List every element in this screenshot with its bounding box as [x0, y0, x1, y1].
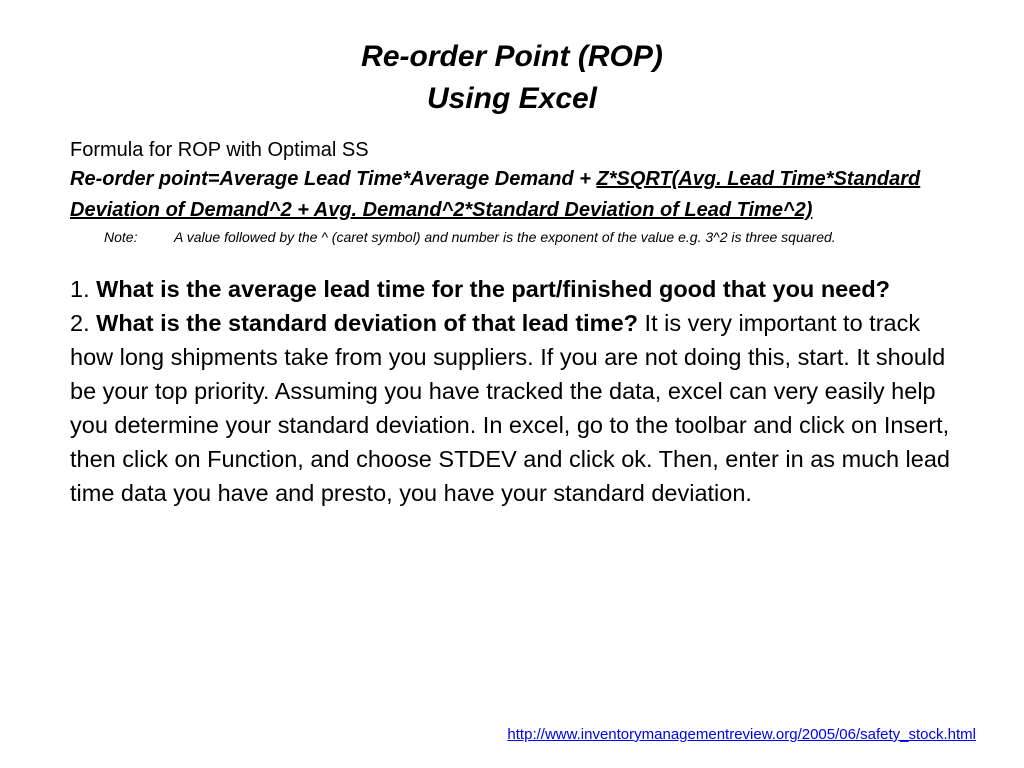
title-line-2: Using Excel: [426, 82, 598, 115]
slide-title: [0, 36, 1024, 120]
note-tag: Note:: [104, 229, 138, 245]
question-1-text: What is the average lead time for the part/finished good that you need?: [96, 276, 891, 302]
source-link[interactable]: http://www.inventorymanagementreview.org/2005/06/safety_stock.html: [507, 726, 976, 743]
question-2-number: 2.: [70, 310, 90, 336]
slide-body: [70, 136, 950, 510]
note-text: A value followed by the ^ (caret symbol) and number is the exponent of the value e.g. 3^2 is three squared.: [174, 229, 836, 245]
title-line-1: Re-order Point (ROP): [361, 40, 663, 73]
exponent-note: [70, 226, 950, 248]
question-2-text: It is very important to track how long shipments take from you suppliers. If you are not doing this, start. It should be your top priority. Assuming you have tracked the data, excel can very easily help you determine your standard deviation. In excel, go to the toolbar and click on Insert, then click on Function, and choose STDEV and click ok. Then, enter in as much lead time data you have and presto, you have your standard deviation.: [70, 310, 950, 506]
formula-plain: Re-order point=Average Lead Time*Average Demand +: [70, 168, 597, 190]
question-2-bold: What is the standard deviation of that lead time?: [96, 310, 639, 336]
formula-label: Formula for ROP with Optimal SS: [70, 139, 369, 161]
rop-formula: [70, 164, 950, 226]
question-1-number: 1.: [70, 276, 90, 302]
question-1: [70, 272, 950, 306]
question-2: [70, 306, 950, 510]
formula-safety-stock-term: Z*SQRT(Avg. Lead Time*Standard Deviation of Demand^2 + Avg. Demand^2*Standard Deviation of Lead Time^2): [70, 168, 921, 221]
